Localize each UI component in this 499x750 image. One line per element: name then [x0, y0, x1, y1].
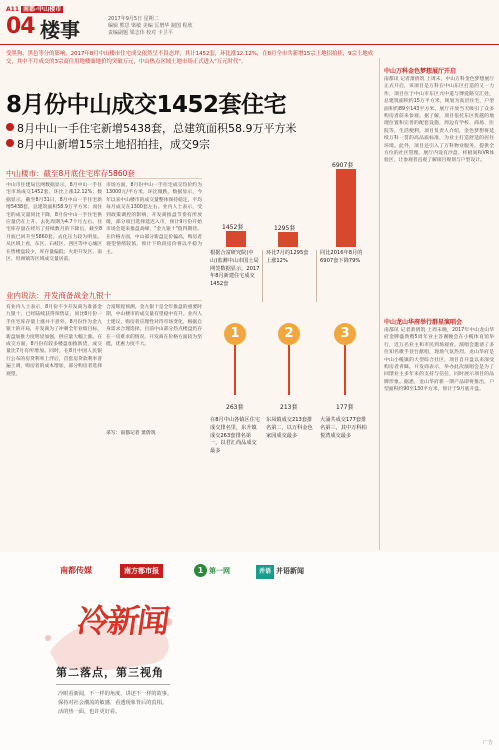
rank-count-label: 177套: [336, 404, 354, 411]
article-col-3: 有业内人士表示，8月份不少开发商为准备金九银十，已经陆续获得预售证，同比8月份一手住宅库存量上涨并不意外。8月份作为金九银十的开局，开发商为了冲刺全年业绩目标，新盘加推力度明显加强，供应量大幅上涨。在成交方面，8月份有较多楼盘加推新货，成交量比7月有所增加。同时，在8月中国人民银行公布的房贷利率上浮后，首套房贷款利率普遍上调，购房者的成本增加，部分购房者选择观望。: [6, 305, 102, 377]
diyi-wang-logo: 1 第一网: [194, 564, 230, 578]
article-col-2: 市场方面，8月份中山一手住宅成交均价约为13000元/平方米，环比微跌。数据显示，今年以来中山楼市的成交量整体保持稳定，平均每月成交在1300套左右。业内人士表示，受到政策调控的影响，开发商推盘节奏有所放缓，部分项目选择延迟入市，预计9月份开始市场会迎来推盘高峰，"金九银十"值得期待。在价格方面，中山部分新盘定价偏高，购房者观望情绪较浓，预计下阶段房价将以平稳为主。: [106, 183, 202, 255]
subheadline-2: 8月中山新增15宗土地招拍挂，成交9宗: [6, 138, 210, 152]
rank-stem: [344, 345, 346, 395]
chart-divider: [316, 250, 317, 302]
section-heading-market: 中山楼市：截至8月底住宅库存5860套: [6, 169, 135, 178]
edition-brand: 南都·中山楼市: [23, 6, 62, 13]
edition-tag: A11 南都·中山楼市: [6, 6, 62, 13]
article-credit: 采写：南都记者 萧倩筑: [106, 431, 156, 436]
bar-2: [278, 232, 298, 247]
news-title-2: 中山龙山华府举行群星演唱会: [384, 319, 463, 326]
bullet-dot-icon: [6, 139, 14, 147]
news-body-1: 南都讯 记者萧倩筑 上周末，中山万科金色梦想展厅正式开启，该项目是万科在中山东区打造的又一力作，项目位于中山市东区兴中道与博爱路交汇处，总建筑面积约15万平方米，规划为高层住宅，户型面积约89至143平方米。展厅开放当天吸引了众多购房者前来参观。据了解，项目依托东区优越的地理位置和完善的配套设施，周边有学校、商场、医院等，生活便利。项目负责人介绍，金色梦想将延续万科一贯的高品质标准，为业主打造舒适的居住环境。此外，项目还引入了万科物业服务，提供全方位的社区管理。展厅内设有沙盘、样板间和VR体验区，让参观者直观了解项目规划与户型设计。: [384, 77, 494, 164]
ad-desc-3: 活的热一面，也许更好看。: [58, 709, 121, 715]
intro-paragraph: 受黑狗、黑色等分的影响，2017年8月中山楼市住宅成交依然呈不畏态坪，其计1452套，环比涨12.12%，在8月全市共新增15宗土地招拍挂，9宗土地成交，其中不月成交的3宗商住用地楼面地价均突破万元，中山热点区域土地市场正式进入"万元时代"。: [6, 51, 374, 65]
bar-value-label: 1452套: [222, 223, 244, 231]
rank-count-label: 263套: [226, 404, 244, 411]
ad-page-tag: 广告: [482, 740, 493, 746]
town-caption-3: 大涌共成交177套排名第三，其中万科柏悦湾成交最多: [320, 417, 367, 439]
page-header: [0, 0, 499, 46]
subheadline-1: 8月中山一手住宅新增5438套，总建筑面积58.9万平方米: [6, 122, 296, 136]
chart-divider: [262, 250, 263, 302]
date-line: 2017年9月5日 星期二: [108, 16, 159, 22]
circle-one-icon: 1: [194, 564, 207, 577]
editor-line: 编辑 熊思 梁敏 美编 匡增华 制图 程欣: [108, 23, 193, 29]
southern-metropolis-logo: 南方都市报: [120, 564, 163, 578]
nandu-media-logo: 南都传媒: [60, 566, 92, 575]
section-heading-industry: 业内说法：开发商备战金九银十: [6, 291, 111, 300]
ad-logo-row: [60, 560, 480, 582]
rank-stem: [234, 345, 236, 395]
advertisement: [0, 552, 499, 750]
rank-stem: [288, 345, 290, 395]
ad-desc-1: 冷眼看新闻，不一样的角度，讲述不一样的故事。: [58, 691, 173, 697]
infographic: [208, 155, 374, 455]
town-caption-1: 在8月中山各镇区住宅成交排名里，东升镇成交263套排名第一，以君汇尚品成交最多: [210, 417, 260, 455]
page-number: 04: [6, 14, 35, 39]
proof-line: 责编副题 梁志伟 校对 卡卫平: [108, 30, 173, 36]
bar-1: [226, 231, 246, 247]
bar-3: [336, 169, 356, 247]
bullet-dot-icon: [6, 123, 14, 131]
article-col-4: 合富辉煌预测，金九银十是全年推盘的重要时期，中山楼市的成交量有望稳中有升。业内人士建议，购房者应理性对待市场变化，根据自身需求合理选择。目前中山部分热点楼盘仍存在一房难求的情况，开发商在价格方面较为坚挺，优惠力度不大。: [106, 305, 202, 348]
section-divider: [6, 300, 202, 301]
rank-circle-icon: 1: [224, 323, 246, 345]
column-divider: [379, 58, 380, 550]
bar-caption-2: 环比7月的1295套上涨12%: [266, 250, 309, 264]
ad-slogan: 第二落点，第三视角: [56, 666, 164, 679]
bingyu-news-logo: 并语 并语新闻: [256, 564, 304, 579]
bar-value-label: 6907套: [332, 162, 354, 169]
bingyu-tag: 并语: [256, 565, 274, 579]
bar-value-label: 1295套: [274, 225, 296, 233]
section-title: 楼事: [40, 18, 80, 42]
rank-circle-icon: 3: [334, 323, 356, 345]
header-divider: [0, 44, 499, 45]
news-body-2: 南都讯 记者萧倩筑 上周末晚，2017年中山龙山华府金牌盛典暨5周年业主答谢晚会在小榄体育馆举行，近万名业主和市民到场观看。演唱会邀请了多位知名歌手登台献唱，现场气氛热烈。龙山华府是中山小榄镇的大型综合社区，项目自开盘以来深受购房者青睐。开发商表示，举办此次演唱会是为了回馈业主多年来的支持与信任，同时展示项目的品牌形象。据悉，龙山华府新一期产品即将推出，户型面积约90至130平方米，预计于9月底开盘。: [384, 328, 494, 393]
rank-circle-icon: 2: [278, 323, 300, 345]
main-headline: 8月份中山成交1452套住宅: [6, 92, 287, 118]
town-caption-2: 东凤镇成交213套排名第二，以万科金色家园成交最多: [266, 417, 313, 439]
news-title-1: 中山万科金色梦想展厅开启: [384, 68, 457, 75]
bar-caption-3: 同比2016年8月的6907套下降79%: [320, 250, 363, 264]
article-col-1: 中山市住建局官网数据显示，8月中山一手住宅市场成交1452套，环比上涨12.12%；数据显示，截至8月31日，8月中山一手住宅新增5438套，总建筑面积58.9万平方米；而住宅的成交量同比下降，8月份中山一手住宅供应量仍在上升，去化周期为4.7个月左右。住宅库存量在经历了持续数月的下降后，截至8月底已回升至5860套，去化压力较为明显。从区域上看，东区、石岐区、西区等中心城区在售楼盘较少，库存量偏低；火炬开发区、南区、坦洲镇等区域成交量居前。: [6, 183, 102, 263]
rank-count-label: 213套: [280, 404, 298, 411]
brush-title: 冷新闻: [75, 602, 171, 640]
bar-caption-1: 根据合富研究院(中山)监测中山市国土局网签数据显示，2017年8月新建住宅成交1452套: [210, 250, 260, 288]
ad-desc-2: 保持对社会潮流的敏感，看透现象背后的真相。: [58, 700, 167, 706]
section-divider: [6, 178, 202, 179]
ad-divider: [56, 684, 170, 685]
